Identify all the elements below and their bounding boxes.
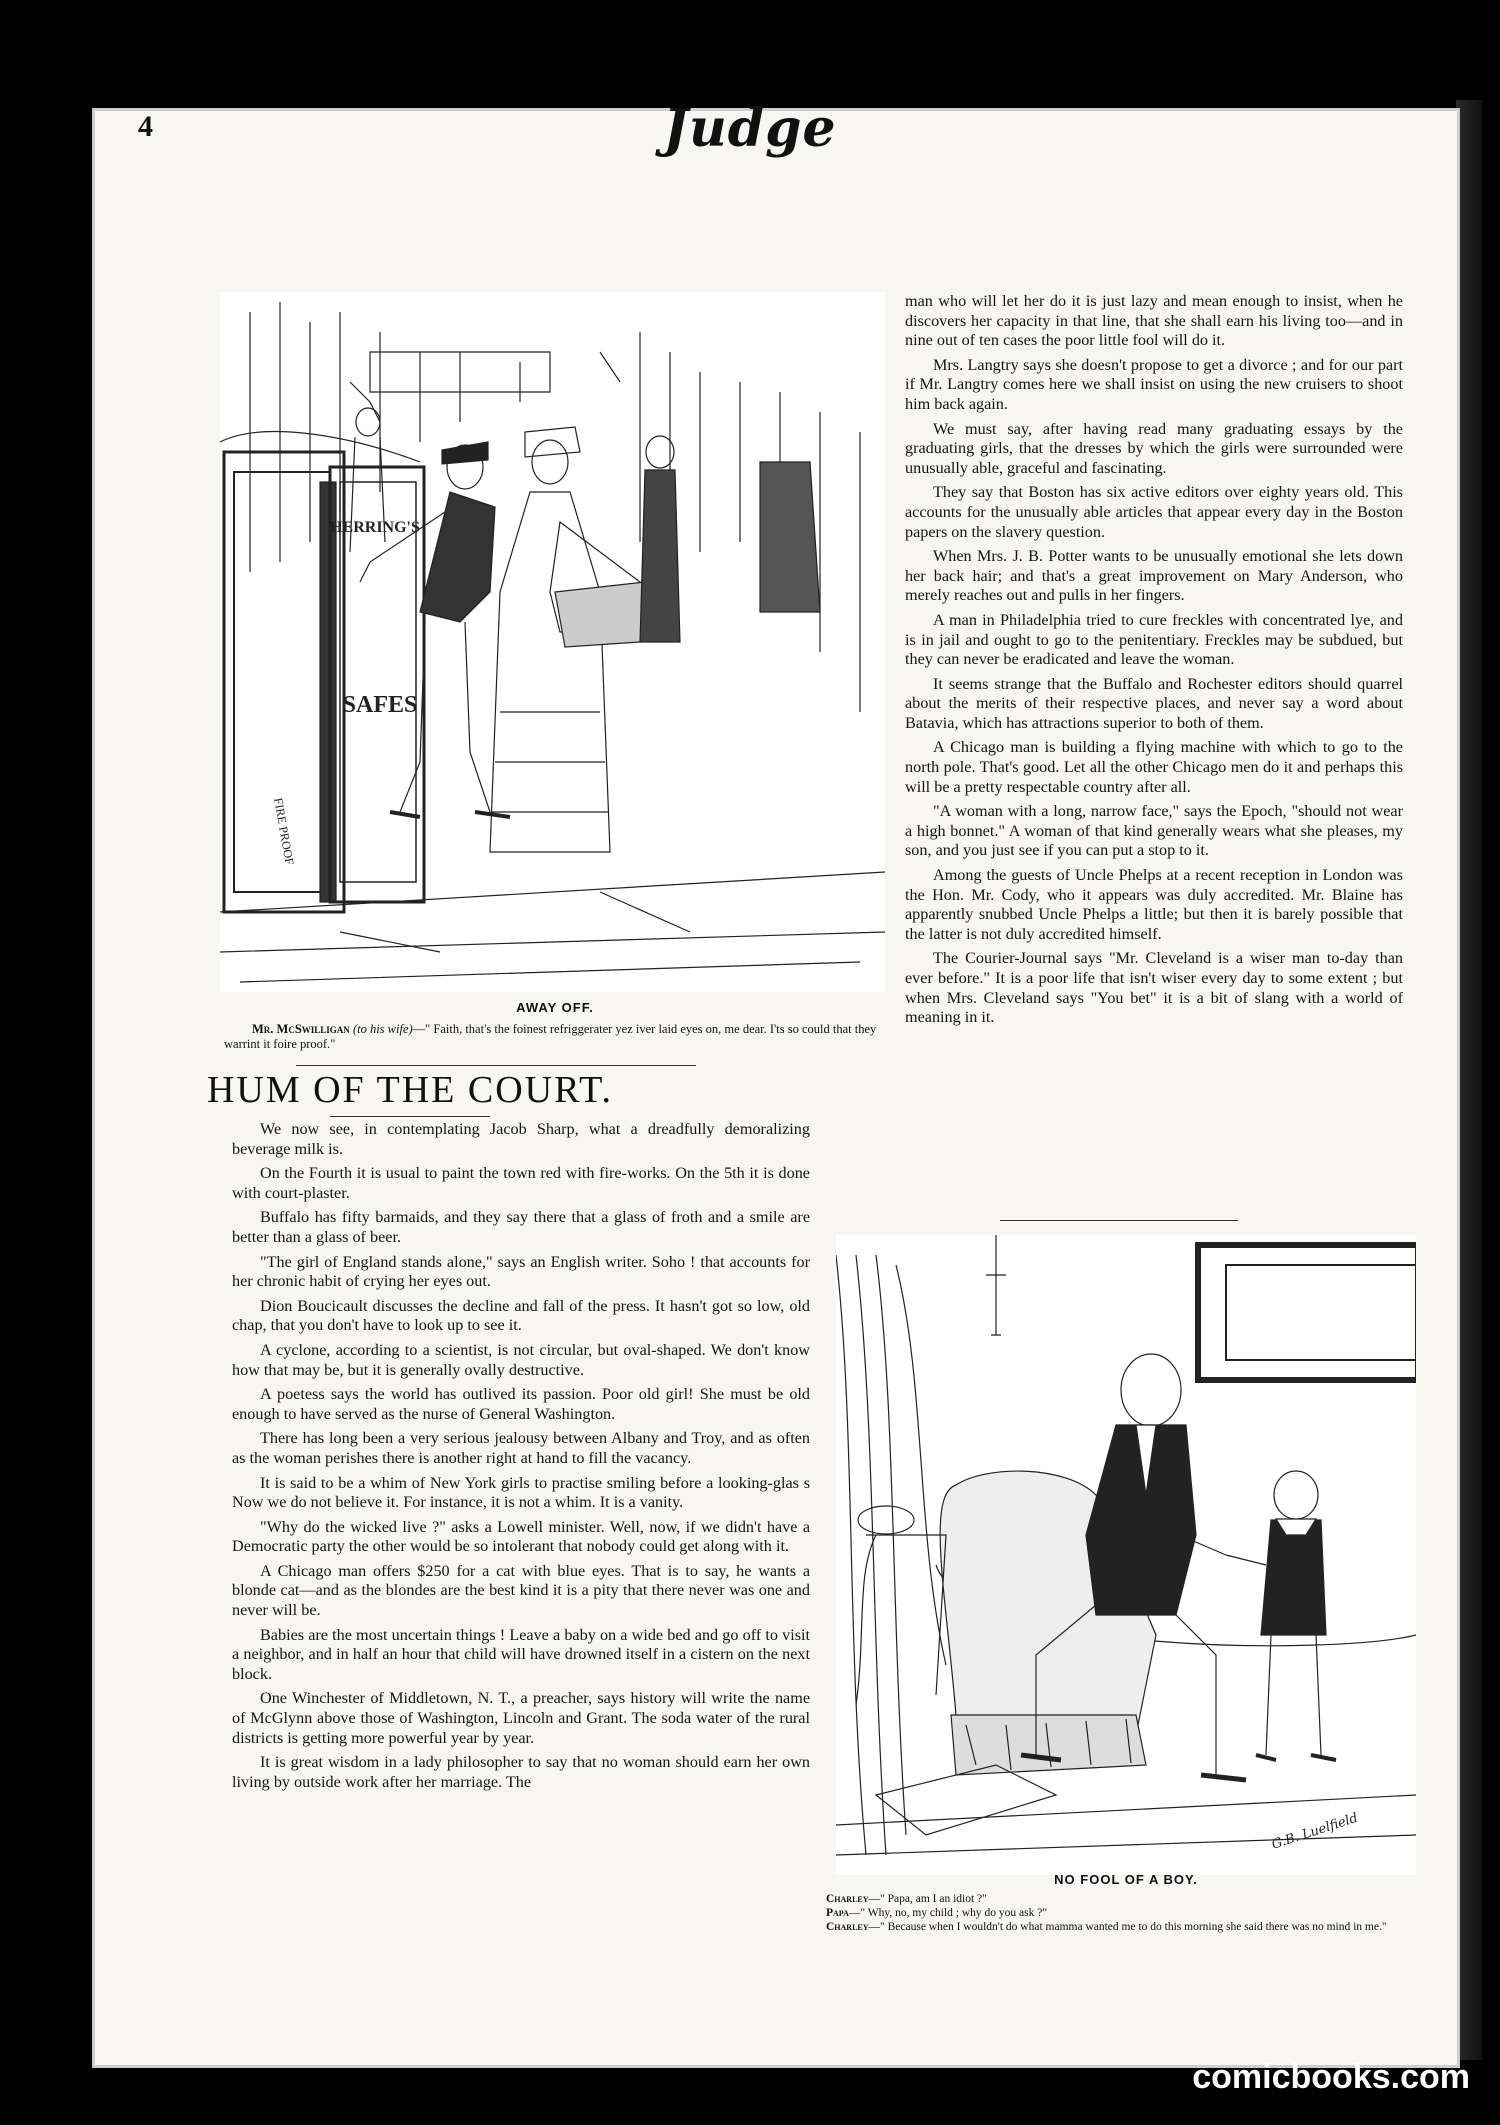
masthead-logo: Judge bbox=[663, 98, 837, 159]
article-paragraph: It is great wisdom in a lady philosopher to say that no woman should earn her own living by outside work after her marriage. The bbox=[232, 1753, 810, 1791]
article-paragraph: A man in Philadelphia tried to cure freckles with concentrated lye, and is in jail and ought to go to the penitentiary. Freckles may be subdued, but they can never be eradicated and leave the woman. bbox=[905, 610, 1403, 669]
sign-fire-proof: FIRE PROOF bbox=[271, 796, 297, 866]
sign-herrings: HERRING'S bbox=[330, 519, 420, 536]
dialogue-text: —" Why, no, my child ; why do you ask ?" bbox=[848, 1907, 1048, 1919]
article-title: HUM OF THE COURT. bbox=[206, 1069, 614, 1111]
dialogue-text: —" Papa, am I an idiot ?" bbox=[868, 1893, 987, 1905]
article-paragraph: On the Fourth it is usual to paint the town red with fire-works. On the 5th it is done with court-plaster. bbox=[232, 1164, 810, 1202]
caption-quote: —" Faith, that's the foinest refriggerater yez iver laid eyes on, me dear. I'ts so could that they warrint it foire proof." bbox=[224, 1022, 877, 1051]
article-paragraph: There has long been a very serious jealousy between Albany and Troy, and as often as the woman perishes there is another right at hand to fill the vacancy. bbox=[232, 1429, 810, 1467]
article-paragraph: "Why do the wicked live ?" asks a Lowell minister. Well, now, if we didn't have a Democratic party the other would be so intolerant that nobody could get along with it. bbox=[232, 1517, 810, 1556]
section-rule-right bbox=[1000, 1220, 1238, 1221]
article-paragraph: Mrs. Langtry says she doesn't propose to get a divorce ; and for our part if Mr. Langtry comes here we shall insist on using the new cruisers to shoot him back again. bbox=[905, 355, 1403, 413]
artist-signature: G.B. Luelfield bbox=[1270, 1810, 1360, 1853]
illustration-caption-away-off bbox=[224, 1022, 896, 1052]
article-paragraph: Among the guests of Uncle Phelps at a recent reception in London was the Hon. Mr. Cody, who it appears was duly accredited. Mr. Blaine has apparently snubbed Uncle Phelps a little; but then it is barely possible that the latter is not duly accredited himself. bbox=[905, 866, 1403, 943]
dialogue-text: —" Because when I wouldn't do what mamma wanted me to do this morning she said there was no mind in me." bbox=[868, 1921, 1387, 1933]
article-paragraph: "The girl of England stands alone," says an English writer. Soho ! that accounts for her chronic habit of crying her eyes out. bbox=[232, 1252, 810, 1291]
illustration-away-off bbox=[220, 292, 885, 992]
dialogue-line bbox=[826, 1920, 1426, 1934]
caption-speaker: Mr. McSwilligan bbox=[252, 1022, 350, 1036]
article-paragraph: A poetess says the world has outlived its passion. Poor old girl! She must be old enough to have served as the nurse of General Washington. bbox=[232, 1385, 810, 1423]
article-paragraph: We now see, in contemplating Jacob Sharp, what a dreadfully demoralizing beverage milk is. bbox=[232, 1120, 810, 1158]
illustration-no-fool bbox=[836, 1235, 1416, 1875]
illustration-caption-no-fool bbox=[826, 1892, 1426, 1934]
dialogue-line bbox=[826, 1906, 1426, 1920]
site-watermark: comicbooks.com bbox=[1192, 2058, 1470, 2096]
page-number: 4 bbox=[138, 110, 153, 143]
article-paragraph: When Mrs. J. B. Potter wants to be unusually emotional she lets down her back hair; and that's a great improvement on Mary Anderson, who merely reaches out and pulls in her fingers. bbox=[905, 547, 1403, 605]
article-paragraph: A cyclone, according to a scientist, is not circular, but oval-shaped. We don't know how that may be, but it is generally ovally destructive. bbox=[232, 1340, 810, 1379]
article-right-column bbox=[905, 292, 1403, 1033]
title-rule-bottom bbox=[330, 1116, 490, 1117]
article-paragraph: The Courier-Journal says "Mr. Cleveland is a wiser man to-day than ever before." It is a poor life that isn't wiser every day to some extent ; but when Mrs. Cleveland says "You bet" it is a bit of slang with a world of meaning in it. bbox=[905, 949, 1403, 1027]
article-paragraph: Buffalo has fifty barmaids, and they say there that a glass of froth and a smile are better than a glass of beer. bbox=[232, 1208, 810, 1246]
caption-direction: (to his wife) bbox=[352, 1022, 413, 1036]
article-paragraph: It seems strange that the Buffalo and Rochester editors should quarrel about the merits of their respective places, and never say a word about Batavia, which has attractions superior to both of them. bbox=[905, 674, 1403, 732]
right-column-continuation: man who will let her do it is just lazy and mean enough to insist, when he discovers her capacity in that line, that she shall earn his living too—and in nine out of ten cases the poor little fool will do it. bbox=[905, 292, 1403, 350]
article-paragraph: They say that Boston has six active editors over eighty years old. This accounts for the unusually able articles that appear every day in the Boston papers on the slavery question. bbox=[905, 483, 1403, 541]
illustration-title-away-off: AWAY OFF. bbox=[516, 1000, 594, 1015]
article-paragraph: Babies are the most uncertain things ! Leave a baby on a wide bed and go off to visit a neighbor, and in half an hour that child will have drowned itself in a cistern on the next block. bbox=[232, 1625, 810, 1683]
article-paragraph: It is said to be a whim of New York girls to practise smiling before a looking-glas s Now we do not believe it. For instance, it is not a whim. It is a vanity. bbox=[232, 1473, 810, 1512]
article-paragraph: One Winchester of Middletown, N. T., a preacher, says history will write the name of McGlynn above those of Washington, Lincoln and Grant. The soda water of the rural districts is getting more powerful year by year. bbox=[232, 1689, 810, 1747]
dialogue-speaker: Papa bbox=[826, 1907, 849, 1919]
article-paragraph: "A woman with a long, narrow face," says the Epoch, "should not wear a high bonnet." A woman of that kind generally wears what she pleases, my son, and you just see if you can put a stop to it. bbox=[905, 802, 1403, 860]
article-paragraph: We must say, after having read many graduating essays by the graduating girls, that the dresses by which the girls were surrounded were unusually able, graceful and fascinating. bbox=[905, 419, 1403, 477]
sign-safes: SAFES bbox=[342, 692, 418, 718]
article-paragraph: Dion Boucicault discusses the decline and fall of the press. It hasn't got so low, old chap, that you don't have to look up to see it. bbox=[232, 1296, 810, 1335]
illustration-title-no-fool: NO FOOL OF A BOY. bbox=[1054, 1872, 1198, 1887]
dialogue-speaker: Charley bbox=[826, 1893, 869, 1905]
article-paragraph: A Chicago man is building a flying machine with which to go to the north pole. That's good. Let all the other Chicago men do it and perhaps this will be a pretty respectable country after all. bbox=[905, 738, 1403, 796]
article-paragraph: A Chicago man offers $250 for a cat with blue eyes. That is to say, he wants a blonde cat—and as the blondes are the best kind it is a pity that there never was one and never will be. bbox=[232, 1561, 810, 1620]
article-left-column bbox=[232, 1120, 810, 1797]
title-rule-top bbox=[296, 1065, 696, 1066]
dialogue-line bbox=[826, 1892, 1426, 1906]
dialogue-speaker: Charley bbox=[826, 1921, 869, 1933]
